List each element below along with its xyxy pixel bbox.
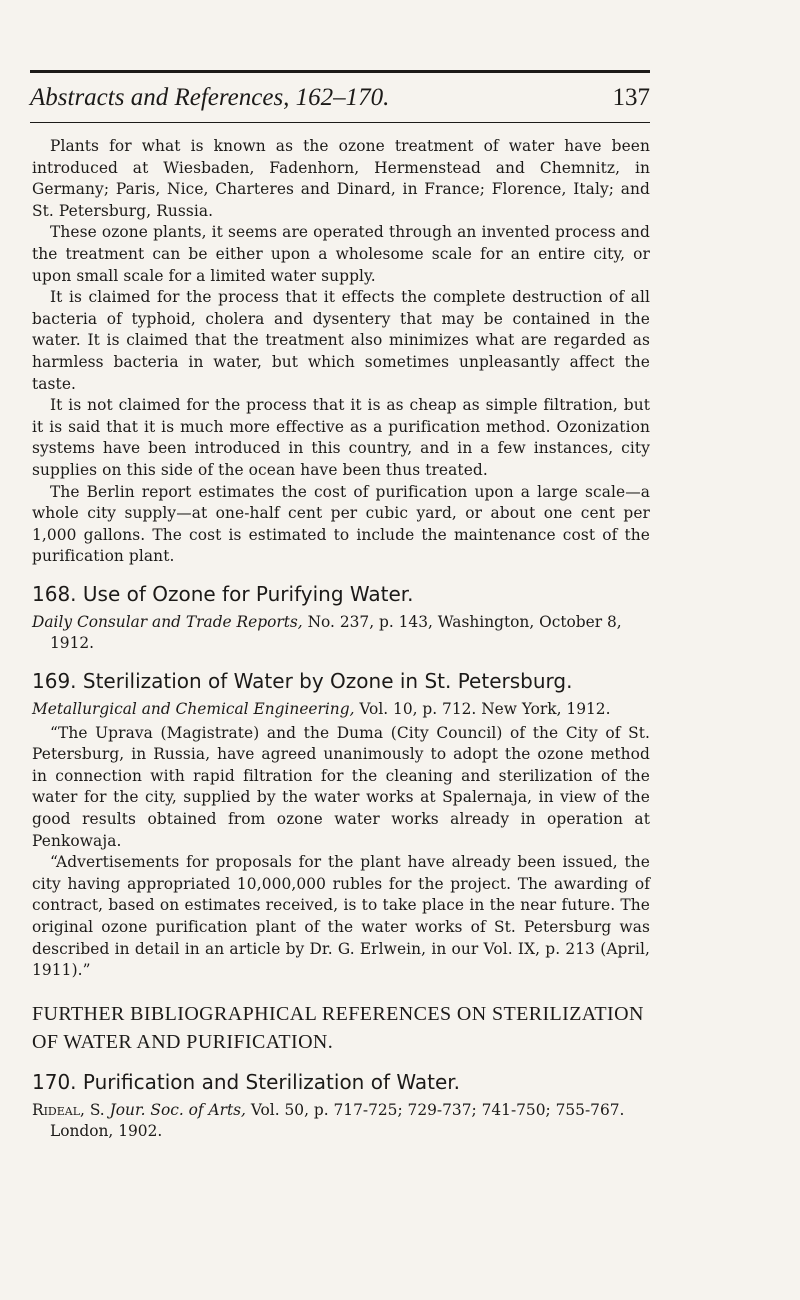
entry-168-title: Use of Ozone for Purifying Water. [82, 581, 414, 606]
entry-168-citation [32, 612, 650, 655]
intro-paragraph-3: It is claimed for the process that it effects the complete destruction of all bacteria of typhoid, cholera and dysentery that may be contained in the water. It is claimed that the treatment also minimizes what are regarded as harmless bacteria in water, but which sometimes unpleasantly affect the taste. [32, 288, 650, 393]
entry-170-title: Purification and Sterilization of Water. [82, 1069, 460, 1094]
intro-paragraph-1: Plants for what is known as the ozone treatment of water have been introduced at Wiesbaden, Fadenhorn, Hermenstead and Chemnitz, in Germany; Paris, Nice, Charteres and Dinard, in France; Florence, Italy; and St. Petersburg, Russia. [32, 137, 650, 220]
intro-paragraph-2: These ozone plants, it seems are operated through an invented process and the treatment can be either upon a wholesome scale for an entire city, or upon small scale for a limited water supply. [32, 223, 650, 285]
entry-170-number: 170. [32, 1069, 77, 1094]
entry-168-details: No. 237, p. 143, Washington, October 8, 1912. [50, 612, 622, 653]
entry-170-heading [32, 1070, 650, 1094]
entry-169-number: 169. [32, 669, 77, 694]
entry-168-source: Daily Consular and Trade Reports, [32, 612, 303, 631]
running-head [30, 82, 650, 114]
entry-170-source: Jour. Soc. of Arts, [109, 1100, 246, 1119]
entry-169-details: Vol. 10, p. 712. New York, 1912. [354, 700, 611, 719]
page-number: 137 [612, 84, 650, 111]
entry-169-citation [32, 699, 650, 721]
running-head-title: Abstracts and References, 162–170. [30, 84, 390, 111]
entry-169-paragraph-1: “The Uprava (Magistrate) and the Duma (City Council) of the City of St. Petersburg, in Russia, have agreed unanimously to adopt the ozone method in connection with rapid filtration for the cleaning and sterilization of the water for the city, supplied by the water works at Spalernaja, in view of the good results obtained from ozone water works already in operation at Penkowaja. [32, 723, 650, 850]
entry-170-author: Rideal, S. [32, 1100, 105, 1119]
top-rule [30, 70, 650, 73]
intro-paragraph-4: It is not claimed for the process that it is as cheap as simple filtration, but it is said that it is much more effective as a purification method. Ozonization systems have been introduced in this country, and in a few instances, city supplies on this side of the ocean have been thus treated. [32, 396, 650, 479]
entry-168-heading [32, 582, 650, 606]
entry-169-heading [32, 669, 650, 693]
entry-169-source: Metallurgical and Chemical Engineering, [32, 700, 355, 719]
entry-169-paragraph-2: “Advertisements for proposals for the plant have already been issued, the city having appropriated 10,000,000 rubles for the project. The awarding of contract, based on estimates received, is to take place in the near future. The original ozone purification plant of the water works of St. Petersburg was described in detail in an article by Dr. G. Erlwein, in our Vol. IX, p. 213 (April, 1911).” [32, 853, 650, 980]
entry-170-citation [32, 1100, 650, 1143]
header-rule [30, 122, 650, 123]
entry-168-number: 168. [32, 581, 77, 606]
entry-169-title: Sterilization of Water by Ozone in St. Petersburg. [82, 669, 573, 694]
intro-paragraph-5: The Berlin report estimates the cost of purification upon a large scale—a whole city supply—at one-half cent per cubic yard, or about one cent per 1,000 gallons. The cost is estimated to include the maintenance cost of the purification plant. [32, 482, 650, 566]
bibliography-section-heading: FURTHER BIBLIOGRAPHICAL REFERENCES ON STERILIZATION OF WATER AND PURIFICATION. [32, 1002, 644, 1053]
page-body [32, 136, 650, 1145]
entry-170-details: Vol. 50, p. 717-725; 729-737; 741-750; 755-767. London, 1902. [50, 1100, 625, 1141]
